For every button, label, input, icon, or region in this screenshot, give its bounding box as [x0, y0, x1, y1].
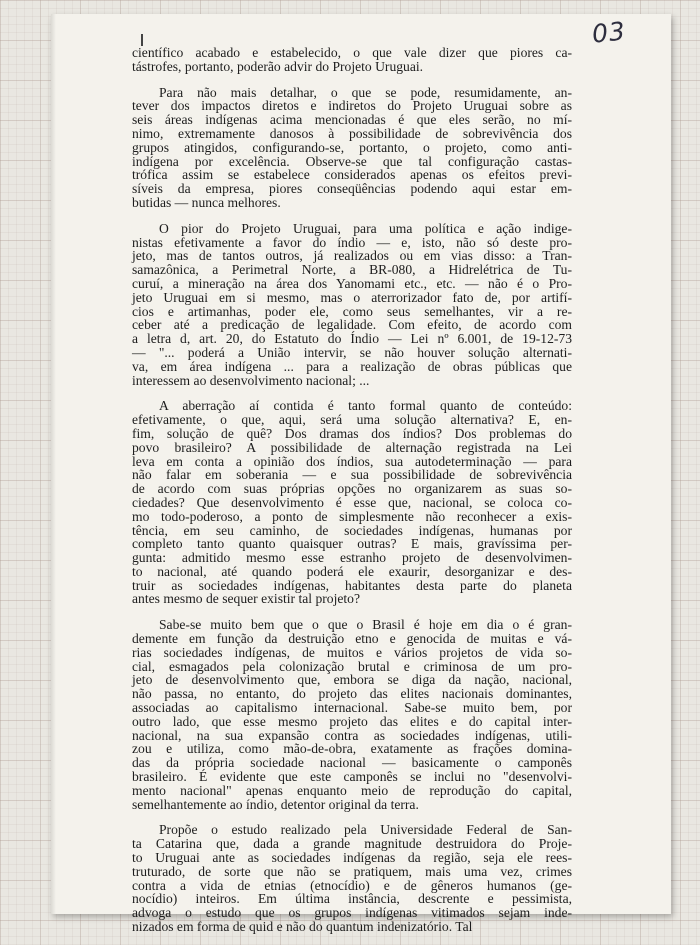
text-line: mento nacional" apenas enquanto meio de reprodução do capital, — [132, 782, 572, 798]
text-line: Para não mais detalhar, o que se pode, resumidamente, an- — [159, 84, 572, 100]
text-line: jeto Uruguai em si mesmo, mas o aterrorizador fato de, por artifí- — [132, 289, 572, 305]
text-line: jeto, mas de tantos outros, já realizados ou em vias disso: a Tran- — [132, 248, 572, 264]
text-line: mo todo-poderoso, a ponto de simplesmente não reconhecer a exis- — [132, 508, 572, 524]
text-line: grupos atingidos, configurando-se, portanto, o projeto, como anti- — [132, 139, 572, 155]
text-line: a letra d, art. 20, do Estatuto do Índio — Lei nº 6.001, de 19-12-73 — [132, 331, 572, 347]
text-line: ceber até a predicação de legalidade. Com efeito, de acordo com — [132, 317, 572, 333]
text-line: tástrofes, portanto, poderão advir do Projeto Uruguai. — [132, 58, 424, 74]
text-line: de acordo com suas próprias opções no organizarem as suas so- — [132, 481, 572, 497]
paragraph — [132, 399, 572, 606]
text-line: butidas — nunca melhores. — [132, 194, 281, 210]
text-line: ta Catarina que, dada a grande magnitude destruidora do Proje- — [132, 836, 572, 852]
text-line: Sabe-se muito bem que o que o Brasil é hoje em dia o é gran- — [159, 617, 572, 633]
text-line: jeto de desenvolvimento que, embora se diga da nação, nacional, — [132, 672, 572, 688]
text-line: não passa, no entanto, do projeto das elites nacionais dominantes, — [132, 686, 572, 702]
text-line: das da própria sociedade nacional — basicamente o camponês — [132, 755, 572, 771]
text-line: rias sociedades indígenas, de muitos e vários projetos de vida so- — [132, 644, 572, 660]
text-line: não falar em soberania — e sua possibilidade de sobrevivência — [132, 467, 572, 483]
text-line: truir as sociedades indígenas, habitantes desta parte do planeta — [132, 577, 572, 593]
text-line: povo brasileiro? A possibilidade de alternação registrada na Lei — [132, 439, 572, 455]
text-line: curuí, a mineração na área dos Yanomami etc., etc. — não é o Pro- — [132, 275, 572, 291]
text-line: ciedades? Que desenvolvimento é esse que, nacional, se coloca co- — [132, 494, 572, 510]
paragraph — [132, 46, 572, 74]
text-line: tever dos impactos diretos e indiretos do Projeto Uruguai sobre as — [132, 98, 572, 114]
text-line: síveis da empresa, piores conseqüências podendo aqui estar em- — [132, 181, 572, 197]
text-line: nizados em forma de quid e não do quantum indenizatório. Tal — [132, 919, 473, 935]
text-line: nistas efetivamente a favor do índio — e, isto, não só deste pro- — [132, 234, 572, 250]
text-line: zou e utiliza, como mão-de-obra, exatamente as frações domina- — [132, 741, 572, 757]
text-line: va, em área indígena ... para a realização de obras públicas que — [132, 358, 572, 374]
text-line: cial, esmagados pela colonização brutal e criminosa de um pro- — [132, 658, 572, 674]
text-line: Propõe o estudo realizado pela Universidade Federal de San- — [159, 822, 572, 838]
text-line: to nacional, até quando poderá ele exaurir, desorganizar e des- — [132, 563, 572, 579]
text-line: — "... poderá a União intervir, se não houver solução alternati- — [132, 344, 572, 360]
text-line: truturado, de sorte que não se pratiquem, mais uma vez, crimes — [132, 863, 572, 879]
text-line: semelhantemente ao índio, detentor original da terra. — [132, 796, 419, 812]
text-line: to Uruguai ante as sociedades indígenas da região, seja ele rees- — [132, 850, 572, 866]
text-line: samazônica, a Perimetral Norte, a BR-080, a Hidrelétrica de Tu- — [132, 262, 572, 278]
text-line: contra a vida de etnias (etnocídio) e de gêneros humanos (ge- — [132, 877, 572, 893]
text-line: científico acabado e estabelecido, o que vale dizer que piores ca- — [132, 45, 572, 60]
text-line: trófica assim se estabelece considerados apenas os efeitos previ- — [132, 167, 572, 183]
text-line: interessem ao desenvolvimento nacional; ... — [132, 372, 370, 388]
text-line: A aberração aí contida é tanto formal quanto de conteúdo: — [159, 398, 572, 414]
paragraph — [132, 86, 572, 210]
text-line: leva em conta a opinião dos índios, sua autodeterminação — para — [132, 453, 572, 469]
paragraph — [132, 222, 572, 388]
text-line: antes mesmo de sequer existir tal projeto? — [132, 591, 361, 607]
text-line: indígena por excelência. Observe-se que tal configuração castas- — [132, 153, 572, 169]
text-line: outro lado, que esse mesmo projeto das elites e do capital inter- — [132, 713, 572, 729]
text-line: nocídio) inteiros. Em última instância, descrente e pessimista, — [132, 891, 572, 907]
text-line: tência, em seu caminho, de sociedades indígenas, humanas por — [132, 522, 572, 538]
text-line: advoga o estudo que os grupos indígenas vitimados sejam inde- — [132, 905, 572, 921]
page-number: 03 — [590, 16, 628, 49]
text-line: demente em função da destruição etno e genocida de muitas e vá- — [132, 631, 572, 647]
paragraph — [132, 618, 572, 811]
text-line: nacional, na sua expansão contra as sociedades indígenas, utili- — [132, 727, 572, 743]
document-body — [132, 46, 572, 934]
text-line: efetivamente, o que, aqui, será uma solução alternativa? E, en- — [132, 412, 572, 428]
text-line: nimo, extremamente danosos à possibilidade de sobrevivência dos — [132, 125, 572, 141]
page-fold-shadow — [51, 14, 56, 914]
text-line: cios e artimanhas, poder ele, como seus semelhantes, vir a re- — [132, 303, 572, 319]
text-line: associadas ao capitalismo internacional. Sabe-se muito bem, por — [132, 700, 572, 716]
text-line: brasileiro. É evidente que este camponês se inclui no "desenvolvi- — [132, 769, 572, 785]
text-line: fim, solução de quê? Dos dramas dos índios? Dos problemas do — [132, 425, 572, 441]
text-line: O pior do Projeto Uruguai, para uma política e ação indige- — [159, 220, 572, 236]
paragraph — [132, 823, 572, 933]
text-line: completo tanto quanto quaisquer outras? E mais, gravíssima per- — [132, 536, 572, 552]
text-line: seis áreas indígenas acima mencionadas é que eles serão, no mí- — [132, 112, 572, 128]
text-line: gunta: admitido mesmo esse estranho projeto de desenvolvimen- — [132, 550, 572, 566]
